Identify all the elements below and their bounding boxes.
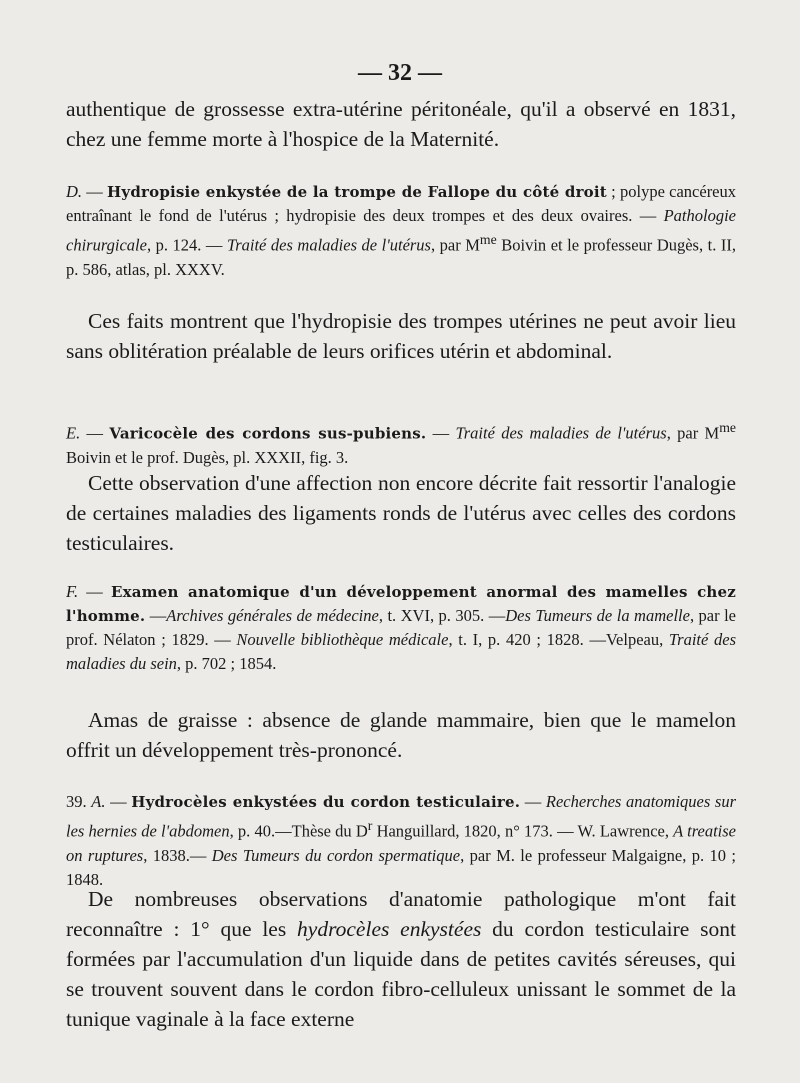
note-f-ref2: Des Tumeurs de la mamelle — [505, 606, 690, 625]
note-39-number: 39. — [66, 792, 92, 811]
note-f-ref4: Traité des maladies du sein — [66, 630, 736, 673]
note-e-heading: Varicocèle des cordons sus-pubiens. — [109, 424, 427, 443]
note-e: E. — Varicocèle des cordons sus-pubiens. — Traité des maladies de l'utérus, par $M^{me}$ Boivin et le prof. Dugès, pl. XXXII, fig. 3. — [66, 420, 736, 467]
note-f-ref1: Archives générales de médecine — [166, 606, 379, 625]
note-f-heading: Examen anatomique d'un développement anormal des mamelles chez l'homme. — [66, 583, 736, 625]
note-39-ref3: Des Tumeurs du cordon spermatique — [211, 845, 461, 865]
paragraph-continuation: authentique de grossesse extra-utérine péritonéale, qu'il a observé en 1831, chez une femme morte à l'hospice de la Maternité. — [66, 97, 736, 151]
page-number: — 32 — — [358, 60, 442, 86]
note-d-heading: Hydropisie enkystée de la trompe de Fallope du côté droit — [107, 183, 607, 201]
note-39-letter: A. — [91, 792, 106, 811]
note-e-ref1: Traité des maladies de l'utérus — [455, 423, 667, 443]
note-d-ref2: Traité des maladies de l'utérus — [226, 235, 431, 255]
note-f-ref3: Nouvelle bibliothèque médicale — [236, 630, 449, 649]
paragraph-e-comment: Cette observation d'une affection non encore décrite fait ressortir l'analogie de certaines maladies des ligaments ronds de l'utérus avec celles des cordons testiculaires. — [66, 471, 736, 555]
paragraph-d-comment: Ces faits montrent que l'hydropisie des trompes utérines ne peut avoir lieu sans oblitération préalable de leurs orifices utérin et abdominal. — [66, 309, 736, 363]
note-d: D. — Hydropisie enkystée de la trompe de Fallope du côté droit ; polype cancéreux entraînant le fond de l'utérus ; hydropisie des deux trompes et des deux ovaires. — Pathologie chirurgicale, p. 124. — Traité des maladies de l'utérus, par $M^{me}$ Boivin et le professeur Dugès, t. II, p. 586, atlas, pl. XXXV. — [66, 182, 737, 279]
note-f-letter: F. — [66, 582, 79, 601]
paragraph-f-comment: Amas de graisse : absence de glande mammaire, bien que le mamelon offrit un développement très-prononcé. — [66, 708, 736, 762]
note-39-heading: Hydrocèles enkystées du cordon testiculaire. — [131, 793, 521, 811]
note-d-ref1: Pathologie chirurgicale — [66, 206, 736, 255]
note-39-ref1: Recherches anatomiques sur les hernies de l'abdomen — [66, 792, 736, 841]
note-e-letter: E. — [66, 423, 81, 443]
note-39a: 39. A. — Hydrocèles enkystées du cordon testiculaire. — Recherches anatomiques sur les hernies de l'abdomen, p. 40.—Thèse du $D^r$ Hanguillard, 1820, n° 173. — W. Lawrence, A treatise on ruptures, 1838.— Des Tumeurs du cordon spermatique, par M. le professeur Malgaigne, p. 10 ; 1848. — [66, 792, 737, 889]
note-f: F. — Examen anatomique d'un développement anormal des mamelles chez l'homme. —Archives générales de médecine, t. XVI, p. 305. —Des Tumeurs de la mamelle, par le prof. Nélaton ; 1829. — Nouvelle bibliothèque médicale, t. I, p. 420 ; 1828. —Velpeau, Traité des maladies du sein, p. 702 ; 1854. — [66, 582, 736, 673]
note-d-letter: D. — [66, 182, 83, 201]
note-39-ref2: A treatise on ruptures — [66, 821, 736, 865]
emphasis-hydroceles: hydrocèles enkystées — [297, 917, 482, 941]
paragraph-39-body: De nombreuses observations d'anatomie pathologique m'ont fait reconnaître : 1° que les hydrocèles enkystées du cordon testiculaire sont formées par l'accumulation d'un liquide dans de petites cavités séreuses, qui se trouvent souvent dans le cordon fibro-celluleux unissant le sommet de la tunique vaginale à la face externe — [66, 887, 736, 1031]
